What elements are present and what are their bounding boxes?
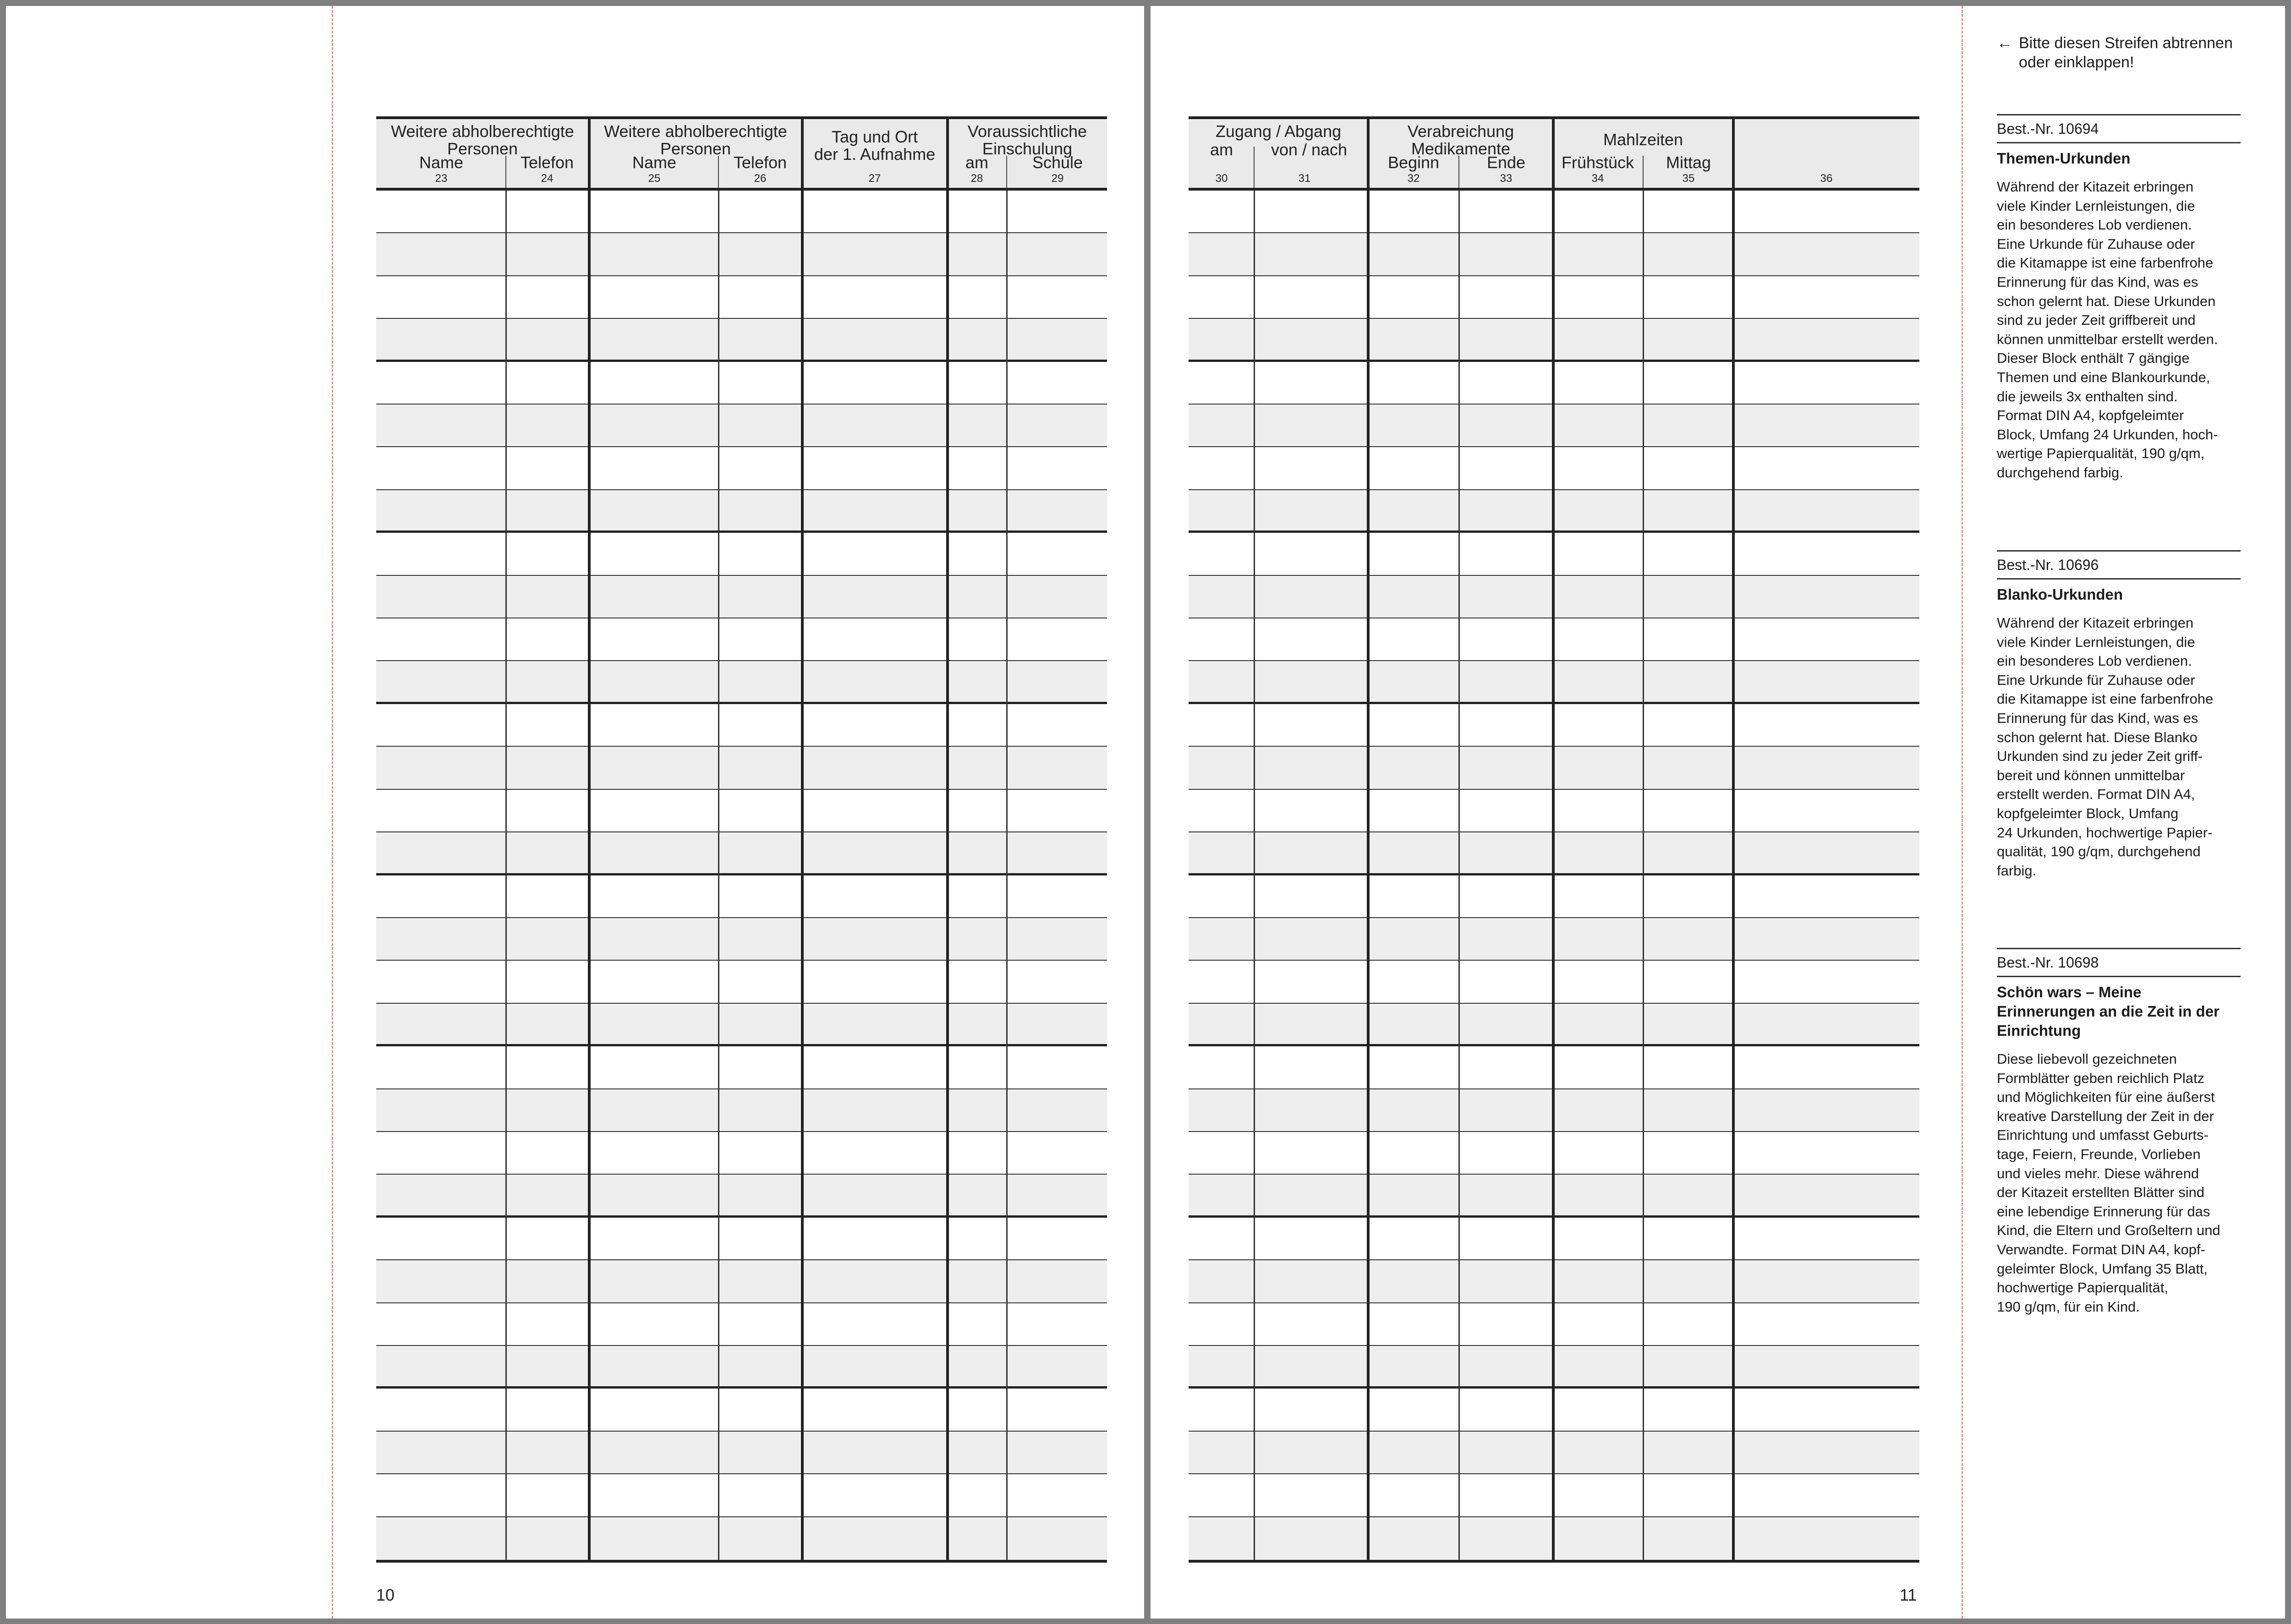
table-row xyxy=(376,1517,1107,1560)
header-beginn: Beginn xyxy=(1387,153,1440,172)
header-name-1: Name xyxy=(419,153,464,172)
product-title: Schön wars – Meine Erinnerungen an die Zeit in der Einrichtung xyxy=(1997,984,2220,1039)
table-row xyxy=(376,233,1107,276)
tear-off-note xyxy=(1997,33,2233,72)
product-card xyxy=(1997,114,2241,482)
column-number: 23 xyxy=(435,172,448,185)
left-page xyxy=(6,6,1144,1619)
column-number: 33 xyxy=(1500,172,1513,185)
table-body xyxy=(1189,191,1919,1560)
column-divider xyxy=(1006,156,1007,188)
table-row xyxy=(376,1260,1107,1303)
product-card xyxy=(1997,550,2241,880)
header-einschulung: Voraussichtliche Einschulung xyxy=(967,122,1087,158)
column-divider xyxy=(946,119,949,188)
table-row xyxy=(376,1432,1107,1474)
table-row xyxy=(376,490,1107,533)
table-row xyxy=(376,1175,1107,1217)
product-order-number: Best.-Nr. 10696 xyxy=(1997,550,2241,580)
column-divider xyxy=(801,191,804,1560)
table-row xyxy=(376,191,1107,233)
table-row xyxy=(376,1303,1107,1346)
table-row xyxy=(376,1046,1107,1089)
column-number: 34 xyxy=(1591,172,1604,185)
cut-line xyxy=(332,6,333,1619)
column-number: 31 xyxy=(1298,172,1311,185)
table-row xyxy=(376,1346,1107,1389)
column-number: 32 xyxy=(1407,172,1420,185)
column-divider xyxy=(1643,191,1644,1560)
column-number: 29 xyxy=(1051,172,1064,185)
header-von-nach: von / nach xyxy=(1271,140,1348,159)
column-divider xyxy=(1643,156,1644,188)
product-title: Blanko-Urkunden xyxy=(1997,586,2123,603)
table-row xyxy=(376,576,1107,618)
table-row xyxy=(376,1474,1107,1517)
column-divider xyxy=(1458,191,1460,1560)
registration-table-left xyxy=(376,116,1107,1563)
header-schule: Schule xyxy=(1032,153,1083,172)
column-number: 28 xyxy=(970,172,983,185)
column-divider xyxy=(588,119,591,188)
column-divider xyxy=(1552,191,1555,1560)
header-am: am xyxy=(1210,140,1233,159)
column-number: 26 xyxy=(754,172,767,185)
table-row xyxy=(376,661,1107,704)
column-number: 35 xyxy=(1682,172,1695,185)
table-row xyxy=(376,1218,1107,1260)
table-row xyxy=(376,618,1107,661)
column-divider xyxy=(1006,191,1008,1560)
cut-line xyxy=(1962,6,1963,1619)
header-weitere-personen-1: Weitere abholberechtigte Personen xyxy=(391,122,574,158)
table-row xyxy=(376,961,1107,1003)
header-telefon-1: Telefon xyxy=(520,153,574,172)
table-row xyxy=(376,704,1107,747)
registration-table-right xyxy=(1189,116,1919,1563)
header-ende: Ende xyxy=(1486,153,1526,172)
column-divider xyxy=(505,191,507,1560)
header-name-2: Name xyxy=(632,153,677,172)
product-description: Während der Kitazeit erbringen viele Kinder Lernleistungen, die ein besonderes Lob verdienen. Eine Urkunde für Zuhause oder die Kitamappe ist eine farbenfrohe Erinnerung für das Kind, was es schon gelernt hat. Diese Blanko Urkunden sind zu jeder Zeit griff- bereit und können unmittelbar erstellt werden. Format DIN A4, kopfgeleimter Block, Umfang 24 Urkunden, hochwertige Papier- qualität, 190 g/qm, durchgehend farbig. xyxy=(1997,615,2214,879)
table-row xyxy=(376,747,1107,789)
header-zugang-abgang: Zugang / Abgang xyxy=(1215,122,1342,141)
right-page xyxy=(1151,6,2285,1619)
table-row xyxy=(376,319,1107,361)
column-number: 25 xyxy=(648,172,661,185)
table-row xyxy=(376,1004,1107,1046)
column-number: 36 xyxy=(1820,172,1833,185)
column-divider xyxy=(946,191,949,1560)
header-am: am xyxy=(965,153,989,172)
column-divider xyxy=(1254,147,1255,188)
column-divider xyxy=(801,119,804,188)
table-row xyxy=(376,1132,1107,1175)
product-description: Diese liebevoll gezeichneten Formblätter geben reichlich Platz und Möglichkeiten für eine äußerst kreative Darstellung der Zeit in der Einrichtung und umfasst Geburts- tage, Feiern, Freunde, Vorlieben und vieles mehr. Diese während der Kitazeit erstellten Blätter sind eine lebendige Erinnerung für das Kind, die Eltern und Großeltern und Verwandte. Format DIN A4, kopf- geleimter Block, Umfang 35 Blatt, hochwertige Papierqualität, 190 g/qm, für ein Kind. xyxy=(1997,1051,2220,1315)
column-divider xyxy=(1367,119,1370,188)
column-divider xyxy=(1458,156,1459,188)
table-row xyxy=(376,276,1107,319)
header-medikamente: Verabreichung Medikamente xyxy=(1407,122,1514,158)
product-title: Themen-Urkunden xyxy=(1997,150,2131,167)
table-row xyxy=(376,875,1107,918)
column-number: 27 xyxy=(868,172,881,185)
table-row xyxy=(376,918,1107,961)
column-number: 30 xyxy=(1215,172,1228,185)
page-number: 11 xyxy=(1900,1586,1917,1604)
column-divider xyxy=(718,191,719,1560)
page-number: 10 xyxy=(376,1586,395,1604)
product-order-number: Best.-Nr. 10694 xyxy=(1997,114,2241,143)
column-divider xyxy=(718,156,719,188)
table-row xyxy=(376,1389,1107,1431)
tear-off-text: Bitte diesen Streifen abtrennen oder einklappen! xyxy=(2019,34,2233,71)
table-row xyxy=(376,362,1107,405)
table-row xyxy=(376,1089,1107,1132)
column-number: 24 xyxy=(541,172,554,185)
column-divider xyxy=(1552,119,1555,188)
table-body xyxy=(376,191,1107,1560)
table-row xyxy=(376,447,1107,490)
column-divider xyxy=(1732,119,1735,188)
product-card xyxy=(1997,948,2241,1316)
header-mittag: Mittag xyxy=(1666,153,1711,172)
header-tag-und-ort: Tag und Ort der 1. Aufnahme xyxy=(814,127,936,164)
header-mahlzeiten: Mahlzeiten xyxy=(1603,130,1683,149)
column-divider xyxy=(505,156,506,188)
header-fruehstueck: Frühstück xyxy=(1561,153,1634,172)
table-row xyxy=(376,405,1107,447)
product-description: Während der Kitazeit erbringen viele Kinder Lernleistungen, die ein besonderes Lob verdienen. Eine Urkunde für Zuhause oder die Kitamappe ist eine farbenfrohe Erinnerung für das Kind, was es schon gelernt hat. Diese Urkunden sind zu jeder Zeit griffbereit und können unmittelbar erstellt werden. Dieser Block enthält 7 gängige Themen und eine Blankourkunde, die jeweils 3x enthalten sind. Format DIN A4, kopfgeleimter Block, Umfang 24 Urkunden, hoch- wertige Papierqualität, 190 g/qm, durchgehend farbig. xyxy=(1997,179,2218,481)
table-row xyxy=(376,790,1107,832)
table-header xyxy=(1189,119,1919,191)
column-divider xyxy=(588,191,591,1560)
product-order-number: Best.-Nr. 10698 xyxy=(1997,948,2241,977)
arrow-left-icon: ← xyxy=(1997,34,2012,52)
table-row xyxy=(376,533,1107,575)
header-weitere-personen-2: Weitere abholberechtigte Personen xyxy=(604,122,787,158)
table-row xyxy=(376,832,1107,875)
column-divider xyxy=(1732,191,1735,1560)
column-divider xyxy=(1367,191,1370,1560)
header-telefon-2: Telefon xyxy=(733,153,787,172)
table-header xyxy=(376,119,1107,191)
column-divider xyxy=(1254,191,1255,1560)
